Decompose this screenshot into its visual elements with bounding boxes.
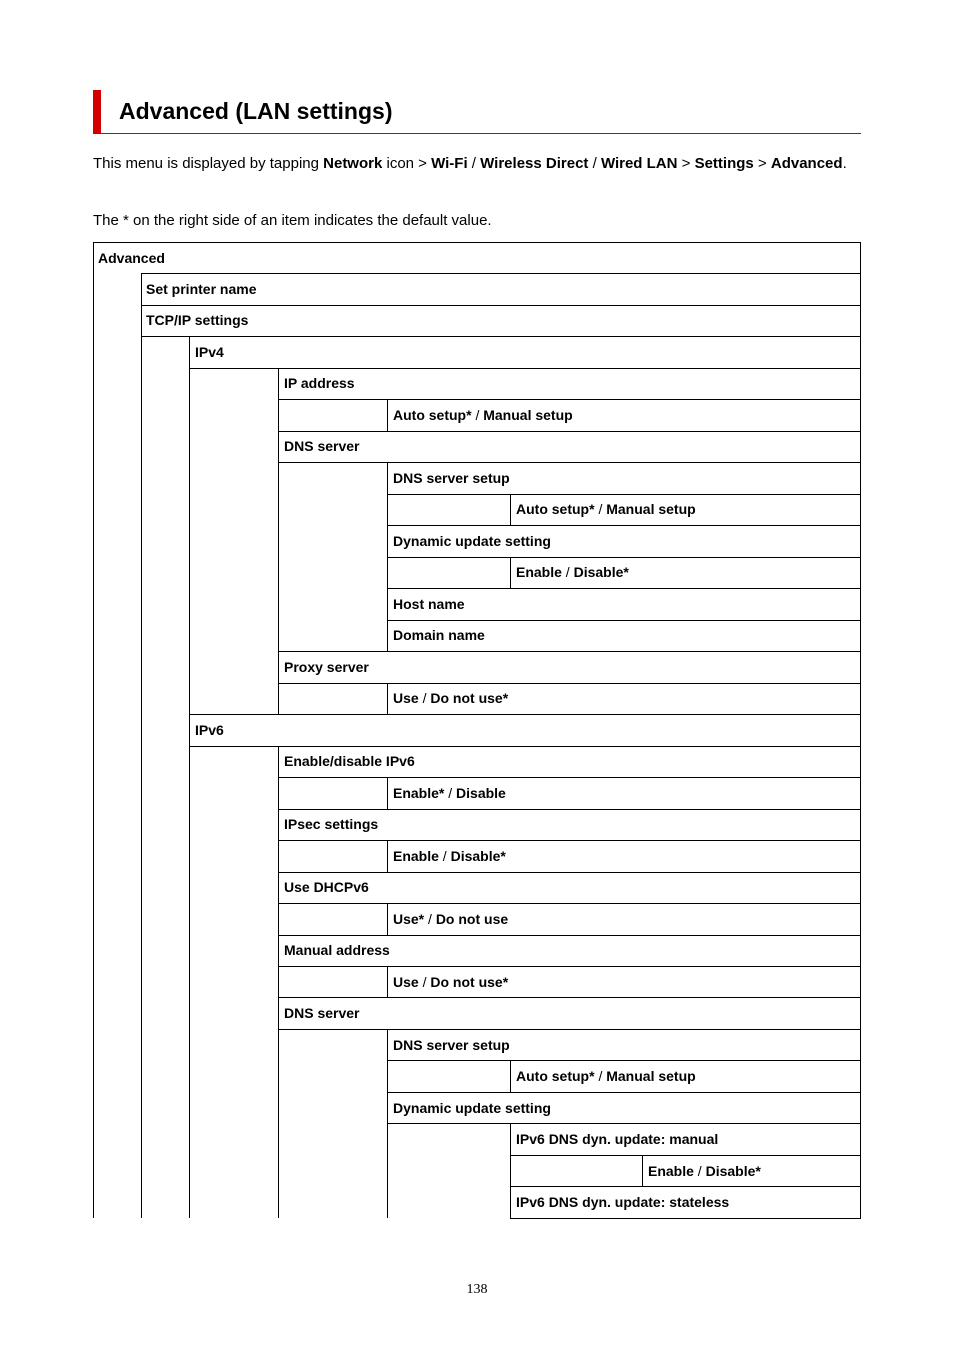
- table-rule: [510, 1060, 511, 1093]
- table-rule: [387, 1029, 388, 1218]
- table-rule: [387, 494, 861, 495]
- default-value-note: The * on the right side of an item indicates the default value.: [93, 212, 492, 229]
- table-rule: [387, 462, 388, 652]
- menu-item-domain-name: Domain name: [393, 627, 485, 643]
- option-ip-address: Auto setup* / Manual setup: [393, 407, 573, 423]
- menu-item-dynamic-update-setting-ipv6: Dynamic update setting: [393, 1100, 551, 1116]
- table-rule: [189, 368, 861, 369]
- menu-item-dns-server: DNS server: [284, 438, 360, 454]
- table-rule: [642, 1155, 643, 1187]
- option-use-dhcpv6: Use* / Do not use: [393, 911, 509, 927]
- table-rule: [141, 305, 861, 306]
- menu-item-proxy-server: Proxy server: [284, 659, 369, 675]
- heading-accent-bar: [93, 90, 101, 133]
- table-rule: [387, 966, 388, 998]
- menu-item-dyn-update-manual: IPv6 DNS dyn. update: manual: [516, 1131, 719, 1147]
- table-rule: [510, 1155, 861, 1156]
- option-ipsec-settings: Enable / Disable*: [393, 848, 506, 864]
- menu-item-dyn-update-stateless: IPv6 DNS dyn. update: stateless: [516, 1194, 730, 1210]
- menu-item-ipsec-settings: IPsec settings: [284, 816, 379, 832]
- table-rule: [278, 746, 279, 1218]
- intro-paragraph: This menu is displayed by tapping Network icon > Wi-Fi / Wireless Direct / Wired LAN > Settings > Advanced.: [93, 155, 847, 172]
- table-rule: [278, 651, 861, 652]
- table-rule: [278, 431, 861, 432]
- table-rule: [278, 809, 861, 810]
- table-rule: [278, 997, 861, 998]
- table-rule: [387, 777, 388, 810]
- table-rule: [278, 683, 861, 684]
- table-rule: [278, 462, 861, 463]
- table-rule: [387, 588, 861, 589]
- table-rule: [278, 368, 279, 715]
- table-rule: [510, 557, 511, 589]
- table-rule: [93, 242, 94, 1218]
- table-rule: [278, 399, 861, 400]
- table-rule: [387, 525, 861, 526]
- menu-item-use-dhcpv6: Use DHCPv6: [284, 879, 369, 895]
- table-rule: [189, 336, 190, 1218]
- menu-item-host-name: Host name: [393, 596, 465, 612]
- option-dyn-update-manual: Enable / Disable*: [648, 1163, 761, 1179]
- table-rule: [387, 399, 388, 432]
- table-rule: [387, 840, 388, 873]
- menu-item-ipv4: IPv4: [195, 344, 224, 360]
- table-rule: [278, 872, 861, 873]
- menu-item-advanced: Advanced: [98, 250, 165, 266]
- network-icon-label: Network: [323, 155, 383, 172]
- option-dynamic-update: Enable / Disable*: [516, 564, 629, 580]
- page-title: Advanced (LAN settings): [119, 98, 393, 124]
- menu-item-dynamic-update-setting: Dynamic update setting: [393, 533, 551, 549]
- option-manual-address: Use / Do not use*: [393, 974, 509, 990]
- menu-item-dns-server-setup-ipv6: DNS server setup: [393, 1037, 510, 1053]
- table-rule: [189, 714, 861, 715]
- table-rule: [387, 903, 388, 936]
- table-rule: [141, 336, 861, 337]
- menu-item-set-printer-name: Set printer name: [146, 281, 257, 297]
- table-rule: [860, 242, 861, 1219]
- option-dns-server-setup: Auto setup* / Manual setup: [516, 501, 696, 517]
- table-rule: [387, 683, 388, 715]
- table-rule: [510, 1186, 861, 1187]
- option-proxy-server: Use / Do not use*: [393, 690, 509, 706]
- table-rule: [387, 557, 861, 558]
- table-rule: [93, 242, 861, 243]
- page-number: 138: [466, 1282, 488, 1297]
- table-rule: [387, 1092, 861, 1093]
- table-rule: [141, 273, 861, 274]
- table-rule: [278, 935, 861, 936]
- table-rule: [387, 1123, 861, 1124]
- table-rule: [510, 1218, 861, 1219]
- menu-item-ip-address: IP address: [284, 375, 355, 391]
- table-rule: [278, 966, 861, 967]
- menu-item-ipv6: IPv6: [195, 722, 224, 738]
- table-rule: [278, 903, 861, 904]
- menu-item-dns-server-ipv6: DNS server: [284, 1005, 360, 1021]
- table-rule: [510, 1123, 511, 1219]
- option-enable-disable-ipv6: Enable* / Disable: [393, 785, 506, 801]
- menu-item-manual-address: Manual address: [284, 942, 390, 958]
- menu-item-enable-disable-ipv6: Enable/disable IPv6: [284, 753, 415, 769]
- menu-item-dns-server-setup: DNS server setup: [393, 470, 510, 486]
- table-rule: [141, 273, 142, 1218]
- table-rule: [189, 746, 861, 747]
- table-rule: [510, 494, 511, 526]
- table-rule: [278, 777, 861, 778]
- table-rule: [278, 1029, 861, 1030]
- menu-item-tcpip-settings: TCP/IP settings: [146, 312, 249, 328]
- page-heading: [93, 90, 861, 134]
- table-rule: [278, 840, 861, 841]
- table-rule: [387, 1060, 861, 1061]
- option-dns-server-setup-ipv6: Auto setup* / Manual setup: [516, 1068, 696, 1084]
- table-rule: [387, 620, 861, 621]
